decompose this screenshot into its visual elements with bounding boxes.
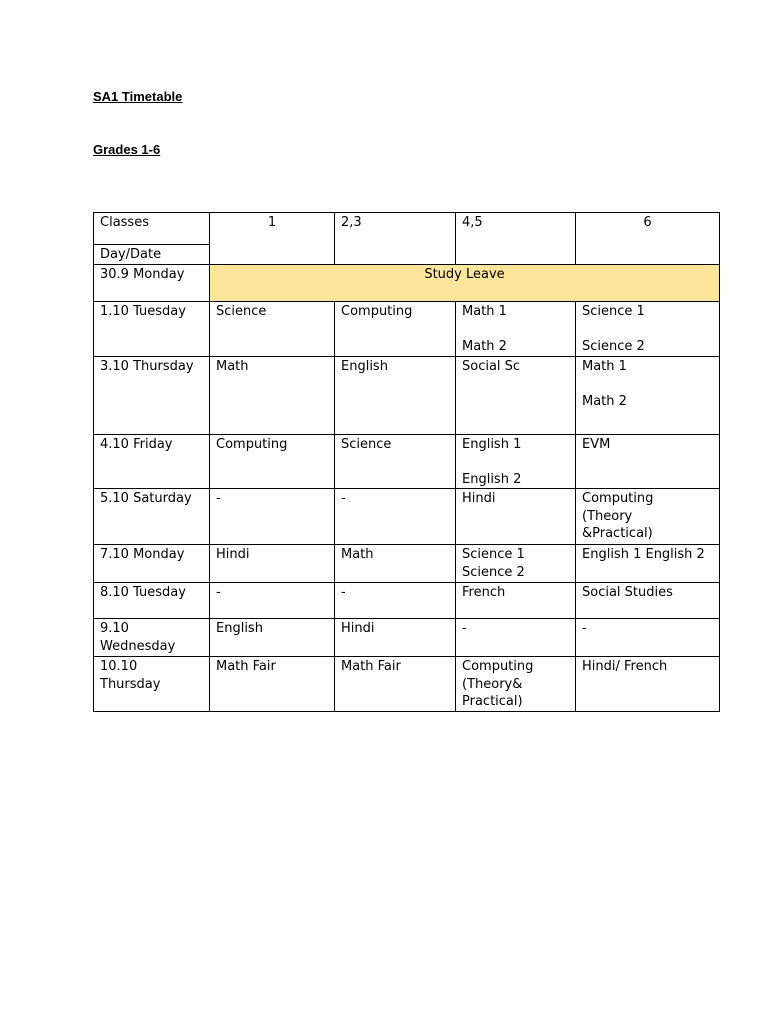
subject-cell: Hindi (456, 489, 576, 545)
page-title: SA1 Timetable (93, 89, 183, 104)
subject-cell: - (576, 619, 720, 657)
subject-cell: Hindi/ French (576, 657, 720, 712)
table-row (94, 657, 720, 712)
classes-header-cell: Classes (94, 213, 210, 245)
subject-line: Math 2 (582, 393, 627, 409)
subject-cell: - (335, 489, 456, 545)
subject-cell (576, 302, 720, 357)
subject-cell: Math (335, 545, 456, 583)
subject-line: Science 2 (582, 339, 645, 354)
table-row (94, 489, 720, 545)
table-row (94, 583, 720, 619)
table-row (94, 434, 720, 489)
day-cell: 30.9 Monday (94, 265, 210, 302)
table-row (94, 302, 720, 357)
study-leave-cell: Study Leave (210, 265, 720, 302)
day-cell: 5.10 Saturday (94, 489, 210, 545)
day-cell: 8.10 Tuesday (94, 583, 210, 619)
subject-line: Math 1 (462, 304, 507, 319)
day-cell (94, 657, 210, 712)
subject-line: (Theory (582, 508, 633, 524)
day-line: Thursday (100, 676, 161, 692)
subject-cell: - (456, 619, 576, 657)
subject-cell: - (210, 489, 335, 545)
subject-line: English 2 (462, 471, 522, 487)
subject-cell: Social Sc (456, 356, 576, 434)
subject-cell (456, 657, 576, 712)
subject-line: Science 2 (462, 564, 525, 580)
page-subtitle: Grades 1-6 (93, 142, 161, 157)
subject-cell: - (335, 583, 456, 619)
subject-cell: Computing (335, 302, 456, 357)
subject-line: Science 1 (582, 304, 645, 319)
subject-cell: English 1 English 2 (576, 545, 720, 583)
column-header-1: 1 (210, 213, 335, 265)
subject-cell: Science (335, 434, 456, 489)
timetable (93, 212, 720, 712)
day-line: 10.10 (100, 659, 138, 674)
day-cell: 1.10 Tuesday (94, 302, 210, 357)
subject-line: Math 1 (582, 358, 627, 374)
subject-line: Math 2 (462, 339, 507, 354)
daydate-header-cell: Day/Date (94, 245, 210, 265)
subject-line: Practical) (462, 694, 523, 709)
column-header-2-3: 2,3 (335, 213, 456, 265)
subject-line: &Practical) (582, 526, 653, 541)
table-header-row (94, 213, 720, 245)
day-cell (94, 619, 210, 657)
subject-line: Science 1 (462, 547, 525, 562)
subject-cell: English (210, 619, 335, 657)
column-header-4-5: 4,5 (456, 213, 576, 265)
subject-cell: Math (210, 356, 335, 434)
subject-line: Computing (582, 491, 654, 506)
subject-line: English 1 (462, 436, 522, 452)
subject-line: (Theory& (462, 676, 523, 692)
day-line: 9.10 (100, 621, 129, 636)
subject-cell: English (335, 356, 456, 434)
day-line: Wednesday (100, 638, 176, 654)
day-cell: 3.10 Thursday (94, 356, 210, 434)
subject-cell: Math Fair (210, 657, 335, 712)
subject-cell (576, 356, 720, 434)
subject-cell: Hindi (335, 619, 456, 657)
subject-cell (456, 545, 576, 583)
subject-cell: Social Studies (576, 583, 720, 619)
column-header-6: 6 (576, 213, 720, 265)
subject-cell: Hindi (210, 545, 335, 583)
day-cell: 7.10 Monday (94, 545, 210, 583)
subject-cell: EVM (576, 434, 720, 489)
table-row (94, 265, 720, 302)
table-row (94, 619, 720, 657)
subject-cell (576, 489, 720, 545)
subject-cell: Computing (210, 434, 335, 489)
table-row (94, 545, 720, 583)
subject-line: Computing (462, 659, 534, 674)
subject-cell (456, 434, 576, 489)
subject-cell (456, 302, 576, 357)
table-row (94, 356, 720, 434)
subject-cell: - (210, 583, 335, 619)
day-cell: 4.10 Friday (94, 434, 210, 489)
subject-cell: Math Fair (335, 657, 456, 712)
subject-cell: Science (210, 302, 335, 357)
subject-cell: French (456, 583, 576, 619)
